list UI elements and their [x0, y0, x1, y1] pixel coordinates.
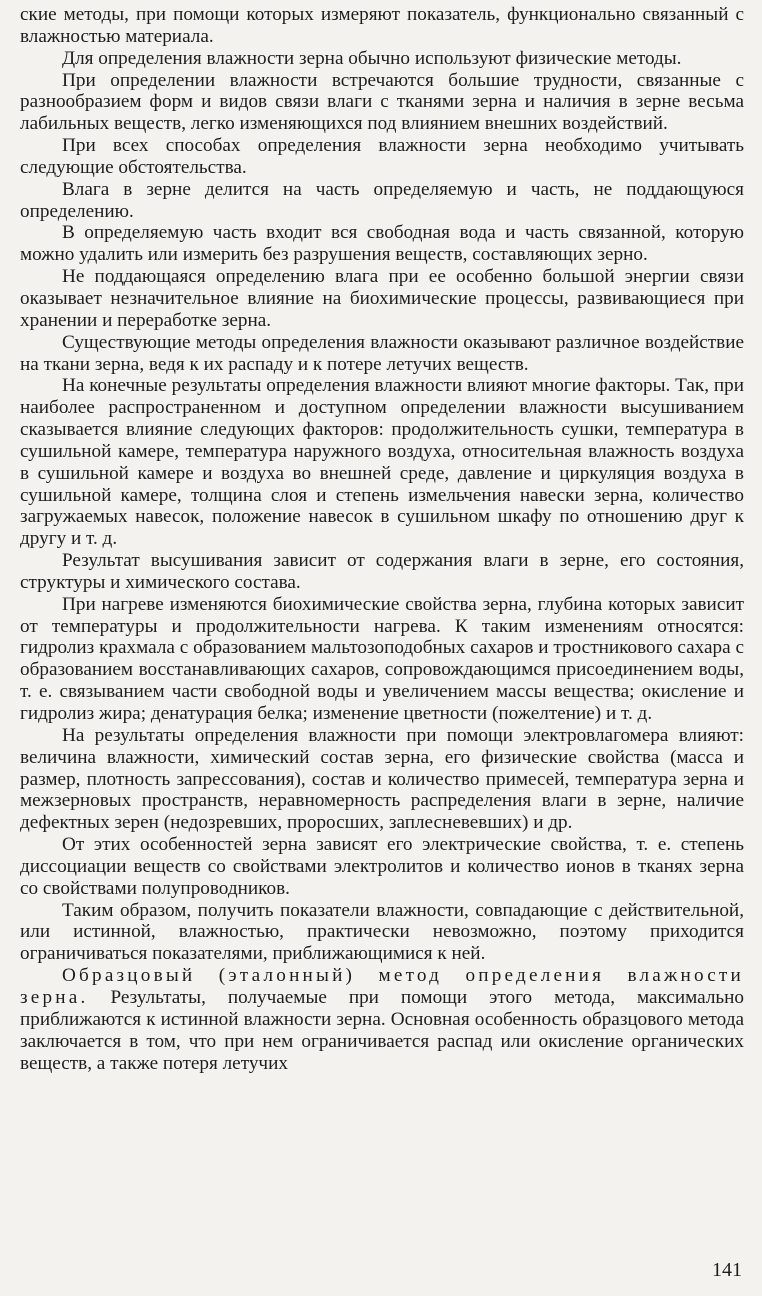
- paragraph: От этих особенностей зерна зависят его электрические свойства, т. е. степень диссоциации веществ со свойствами электролитов и количество ионов в тканях зерна со свойствами полупроводников.: [20, 834, 744, 899]
- section-heading-text: Результаты, получаемые при помощи этого метода, максимально приближаются к истинной влажности зерна. Основная особенность образцового метода заключается в том, что при нем ограничивается распад или окисление органических веществ, а также потеря летучих: [20, 986, 745, 1074]
- paragraph: При всех способах определения влажности зерна необходимо учитывать следующие обстоятельства.: [20, 135, 744, 178]
- paragraph: На конечные результаты определения влажности влияют многие факторы. Так, при наиболее распространенном и доступном определении влажности высушиванием сказывается влияние следующих факторов: продолжительность сушки, температура в сушильной камере, температура наружного воздуха, относительная влажность воздуха в сушильной камере и воздуха во внешней среде, давление и циркуляция воздуха в сушильной камере, толщина слоя и степень измельчения навески зерна, количество загружаемых навесок, положение навесок в сушильном шкафу по отношению друг к другу и т. д.: [20, 375, 744, 550]
- paragraph: В определяемую часть входит вся свободная вода и часть связанной, которую можно удалить или измерить без разрушения веществ, составляющих зерно.: [20, 222, 744, 266]
- paragraph-with-heading: [20, 965, 744, 1074]
- paragraph: Влага в зерне делится на часть определяемую и часть, не поддающуюся определению.: [20, 178, 744, 222]
- paragraph: Таким образом, получить показатели влажности, совпадающие с действительной, или истинной, влажностью, практически невозможно, поэтому приходится ограничиваться показателями, приближающимися к ней.: [20, 899, 744, 965]
- paragraph-continuation: ские методы, при помощи которых измеряют показатель, функционально связанный с влажностью материала.: [20, 4, 744, 47]
- paragraph: Результат высушивания зависит от содержания влаги в зерне, его состояния, структуры и химического состава.: [20, 550, 744, 593]
- page-number: 141: [712, 1259, 742, 1281]
- paragraph: Не поддающаяся определению влага при ее особенно большой энергии связи оказывает незначительное влияние на биохимические процессы, развивающиеся при хранении и переработке зерна.: [20, 266, 744, 331]
- paragraph: При нагреве изменяются биохимические свойства зерна, глубина которых зависит от температуры и продолжительности нагрева. К таким изменениям относятся: гидролиз крахмала с образованием мальтозоподобных сахаров и тростникового сахара с образованием восстанавливающих сахаров, сопровождающимся присоединением воды, т. е. связыванием части свободной воды и увеличением массы вещества; окисление и гидролиз жира; денатурация белка; изменение цветности (пожелтение) и т. д.: [20, 593, 744, 724]
- paragraph: При определении влажности встречаются большие трудности, связанные с разнообразием форм и видов связи влаги с тканями зерна и наличия в зерне весьма лабильных веществ, легко изменяющихся под влиянием внешних воздействий.: [20, 69, 744, 135]
- paragraph: Для определения влажности зерна обычно используют физические методы.: [62, 47, 682, 69]
- section-heading-spaced: Образцовый (эталонный) метод определения влажности зерна.: [20, 965, 744, 1008]
- paragraph: Существующие методы определения влажности оказывают различное воздействие на ткани зерна, ведя к их распаду и к потере летучих веществ.: [20, 331, 744, 375]
- paragraph: На результаты определения влажности при помощи электровлагомера влияют: величина влажности, химический состав зерна, его физические свойства (масса и размер, плотность запрессования), состав и количество примесей, температура зерна и межзерновых пространств, неравномерность распределения влаги в зерне, наличие дефектных зерен (недозревших, проросших, заплесневевших) и др.: [20, 724, 744, 834]
